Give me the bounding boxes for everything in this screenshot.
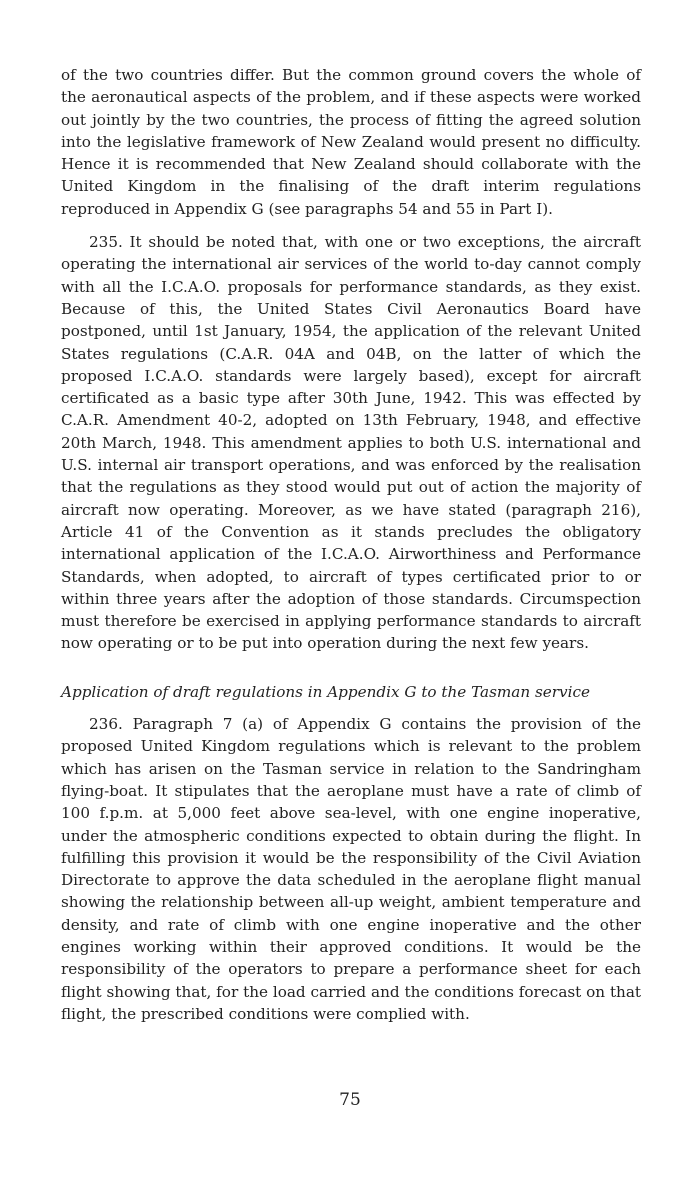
paragraph-236: 236. Paragraph 7 (a) of Appendix G contains the provision of the proposed United Kingdom regulations which is relevant to the problem which has arisen on the Tasman service in relation to the Sandringham flying-boat. It stipulates that the aeroplane must have a rate of climb of 100 f.p.m. at 5,000 feet above sea-level, with one engine inoperative, under the atmospheric conditions expected to obtain during the flight. In fulfilling this provision it would be the responsibility of the Civil Aviation Directorate to approve the data scheduled in the aeroplane flight manual showing the relationship between all-up weight, ambient temperature and density, and rate of climb with one engine inoperative and the other engines working within their approved conditions. It would be the responsibility of the operators to prepare a performance sheet for each flight showing that, for the load carried and the conditions forecast on that flight, the prescribed conditions were complied with. — [61, 715, 641, 1023]
paragraph-235: 235. It should be noted that, with one or two exceptions, the aircraft operating the international air services of the world to-day cannot comply with all the I.C.A.O. proposals for performance standards, as they exist. Because of this, the United States Civil Aeronautics Board have postponed, until 1st January, 1954, the application of the relevant United States regulations (C.A.R. 04A and 04B, on the latter of which the proposed I.C.A.O. standards were largely based), except for aircraft certificated as a basic type after 30th June, 1942. This was effected by C.A.R. Amendment 40-2, adopted on 13th February, 1948, and effective 20th March, 1948. This amendment applies to both U.S. international and U.S. internal air transport operations, and was enforced by the realisation that the regulations as they stood would put out of action the majority of aircraft now operating. Moreover, as we have stated (paragraph 216), Article 41 of the Convention as it stands precludes the obligatory international application of the I.C.A.O. Airworthiness and Performance Standards, when adopted, to aircraft of types certificated prior to or within three years after the adoption of those standards. Circumspection must therefore be exercised in applying performance standards to aircraft now operating or to be put into operation during the next few years. — [61, 233, 641, 653]
section-heading: Application of draft regulations in Appendix G to the Tasman service — [61, 682, 590, 701]
paragraph-continuation: of the two countries differ. But the common ground covers the whole of the aeronautical aspects of the problem, and if these aspects were worked out jointly by the two countries, the process of fitting the agreed solution into the legislative framework of New Zealand would present no difficulty. Hence it is recommended that New Zealand should collaborate with the United Kingdom in the finalising of the draft interim regulations reproduced in Appendix G (see paragraphs 54 and 55 in Part I). — [61, 66, 641, 218]
page-number: 75 — [339, 1090, 361, 1110]
document-page — [61, 64, 641, 1025]
